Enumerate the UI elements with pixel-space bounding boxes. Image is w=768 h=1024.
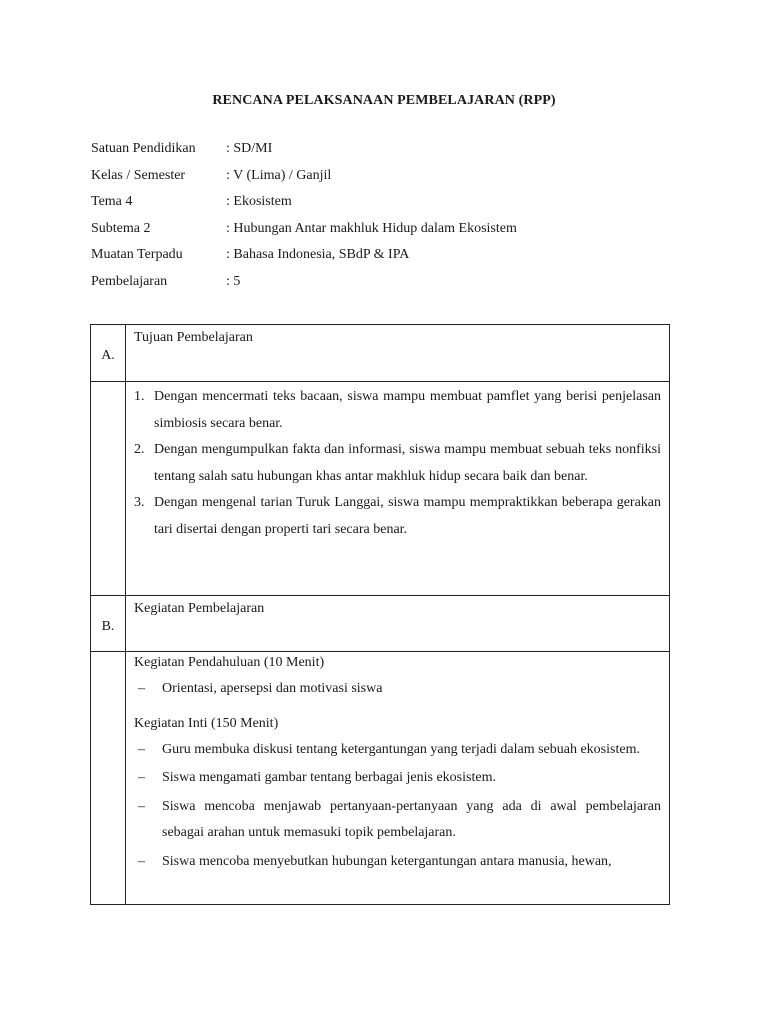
info-label: Tema 4 [91,194,133,210]
info-block [91,136,691,296]
goal-text: Dengan mengenal tarian Turuk Langgai, siswa mampu mempraktikkan beberapa gerakan tari disertai dengan properti tari secara benar. [154,495,661,537]
list-item [134,490,661,543]
list-item [138,794,661,847]
pendahuluan-list [126,676,669,703]
section-b-content-cell [126,652,670,905]
goal-number: 1. [134,389,145,404]
rpp-table [90,324,670,905]
activity-text: Guru membuka diskusi tentang ketergantungan yang terjadi dalam sebuah ekosistem. [162,741,640,757]
list-item [138,676,661,703]
info-row [91,216,691,243]
list-item [138,737,661,764]
section-b-title-cell [126,596,670,652]
dash-marker: – [138,681,145,696]
dash-marker: – [138,853,145,869]
list-item [134,384,661,437]
info-label: Satuan Pendidikan [91,141,196,156]
info-label: Pembelajaran [91,273,168,289]
section-b-number-cell [91,596,126,652]
section-b-content-row [91,652,670,905]
info-row [91,189,691,216]
pendahuluan-title: Kegiatan Pendahuluan (10 Menit) [134,655,325,670]
info-value: : V (Lima) / Ganjil [226,167,332,183]
info-value: : 5 [226,273,241,289]
info-value: : Hubungan Antar makhluk Hidup dalam Ekosistem [226,220,517,236]
section-a-content-row [91,382,670,596]
dash-marker: – [138,741,145,757]
inti-list [126,737,669,876]
inti-title: Kegiatan Inti (150 Menit) [134,715,279,731]
info-label: Kelas / Semester [91,167,186,183]
info-value: : Bahasa Indonesia, SBdP & IPA [226,247,410,263]
section-a-number: A. [101,348,115,363]
info-row [91,136,691,163]
list-item [138,849,661,876]
info-label: Muatan Terpadu [91,247,183,263]
activity-text: Orientasi, apersepsi dan motivasi siswa [162,681,383,696]
activity-text: Siswa mengamati gambar tentang berbagai jenis ekosistem. [162,770,496,786]
dash-marker: – [138,770,145,786]
dash-marker: – [138,798,145,814]
info-row [91,242,691,269]
list-item [134,437,661,490]
info-label: Subtema 2 [91,220,151,236]
goal-number: 3. [134,495,145,511]
activity-text: Siswa mencoba menyebutkan hubungan ketergantungan antara manusia, hewan, [162,853,612,869]
section-a-title-cell [126,325,670,382]
list-item [138,765,661,792]
goal-number: 2. [134,442,145,458]
info-row [91,163,691,190]
section-a-title: Tujuan Pembelajaran [134,330,253,345]
section-b-number: B. [101,618,115,634]
goal-text: Dengan mengumpulkan fakta dan informasi, siswa mampu membuat sebuah teks nonfiksi tentang salah satu hubungan khas antar makhluk hidup secara baik dan benar. [154,442,661,484]
info-value: : Ekosistem [226,194,292,210]
goal-text: Dengan mencermati teks bacaan, siswa mampu membuat pamflet yang berisi penjelasan simbiosis secara benar. [154,389,661,431]
section-b-title: Kegiatan Pembelajaran [134,601,265,616]
section-a-header-row [91,325,670,382]
activity-text: Siswa mencoba menjawab pertanyaan-pertanyaan yang ada di awal pembelajaran sebagai arahan untuk memasuki topik pembelajaran. [162,798,661,841]
document-title: RENCANA PELAKSANAAN PEMBELAJARAN (RPP) [212,93,556,108]
info-value: : SD/MI [226,141,273,156]
info-row [91,269,691,296]
section-a-content-cell [126,382,670,596]
section-b-header-row [91,596,670,652]
goals-list [126,382,669,544]
section-a-number-cell [91,325,126,382]
